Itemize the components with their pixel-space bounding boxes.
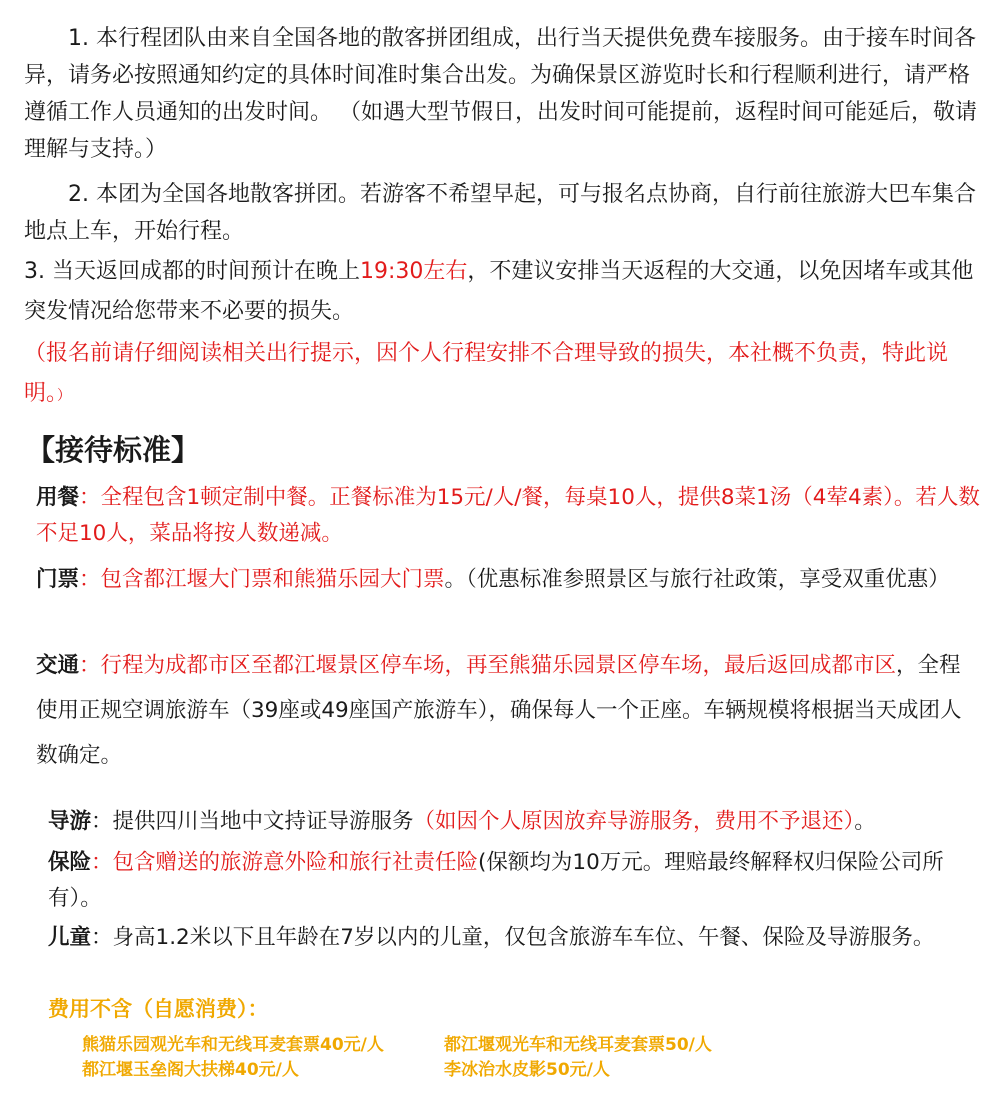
fees-excluded-title: 费用不含（自愿消费）： — [48, 997, 269, 1021]
note-1-text: 1. 本行程团队由来自全国各地的散客拼团组成，出行当天提供免费车接服务。由于接车时间各异，请务必按照通知约定的具体时间准时集合出发。为确保景区游览时长和行程顺利进行，请严格遵循工作人员通知的出发时间。 （如遇大型节假日，出发时间可能提前，返程时间可能延后，敬请理解与支持。） — [24, 26, 977, 162]
transport-vehicle: ，全程使用正规空调旅游车（39座或49座国产旅游车），确保每人一个正座。车辆规模将根据当天成团人数确定。 — [36, 653, 962, 768]
guide-label: 导游 — [48, 809, 92, 834]
note-3 — [24, 252, 982, 332]
fee-item: 熊猫乐园观光车和无线耳麦套票40元/人 — [82, 1035, 384, 1055]
ticket-discount-note: 。（优惠标准参照景区与旅行社政策，享受双重优惠） — [444, 567, 950, 592]
insurance-standard — [48, 845, 982, 917]
meal-label: 用餐 — [36, 485, 80, 510]
transport-label: 交通 — [36, 653, 80, 678]
insurance-included: ：包含赠送的旅游意外险和旅行社责任险 — [91, 850, 479, 875]
fee-item: 都江堰玉垒阁大扶梯40元/人 — [82, 1060, 299, 1080]
ticket-label: 门票 — [36, 567, 80, 592]
disclaimer — [24, 334, 982, 416]
guide-refund-note: （如因个人原因放弃导游服务，费用不予退还） — [413, 809, 855, 834]
note-1 — [24, 20, 982, 168]
guide-text: ：提供四川当地中文持证导游服务 — [91, 809, 414, 834]
disclaimer-close: ） — [57, 388, 72, 404]
child-text: ：身高1.2米以下且年龄在7岁以内的儿童，仅包含旅游车车位、午餐、保险及导游服务。 — [91, 925, 935, 950]
guide-end: 。 — [854, 809, 876, 834]
meal-text: ：全程包含1顿定制中餐。正餐标准为15元/人/餐，每桌10人，提供8菜1汤（4荤4素）。若人数不足10人，菜品将按人数递减。 — [36, 485, 980, 546]
note-2 — [24, 176, 982, 250]
note-3-text-after: ，不建议安排当天返程的大交通，以免因堵车或其他突发情况给您带来不必要的损失。 — [24, 259, 974, 324]
ticket-included: ：包含都江堰大门票和熊猫乐园大门票 — [79, 567, 445, 592]
child-label: 儿童 — [48, 925, 92, 950]
insurance-label: 保险 — [48, 850, 92, 875]
guide-standard — [48, 804, 982, 840]
disclaimer-text: （报名前请仔细阅读相关出行提示，因个人行程安排不合理导致的损失，本社概不负责，特此说明。 — [24, 341, 949, 406]
ticket-standard — [36, 562, 982, 598]
reception-standard-heading: 【接待标准】 — [26, 433, 201, 467]
note-3-text-before: 3. 当天返回成都的时间预计在晚上 — [24, 259, 360, 284]
child-standard — [48, 920, 982, 956]
insurance-note: (保额均为10万元。理赔最终解释权归保险公司所有）。 — [48, 850, 944, 911]
return-time: 19:30左右 — [360, 259, 468, 284]
meal-standard — [36, 480, 982, 552]
fee-item: 李冰治水皮影50元/人 — [444, 1060, 610, 1080]
transport-standard — [36, 643, 982, 778]
transport-route: ：行程为成都市区至都江堰景区停车场，再至熊猫乐园景区停车场，最后返回成都市区 — [79, 653, 897, 678]
note-2-text: 2. 本团为全国各地散客拼团。若游客不希望早起，可与报名点协商，自行前往旅游大巴车集合地点上车，开始行程。 — [24, 182, 976, 244]
fee-item: 都江堰观光车和无线耳麦套票50/人 — [444, 1035, 712, 1055]
